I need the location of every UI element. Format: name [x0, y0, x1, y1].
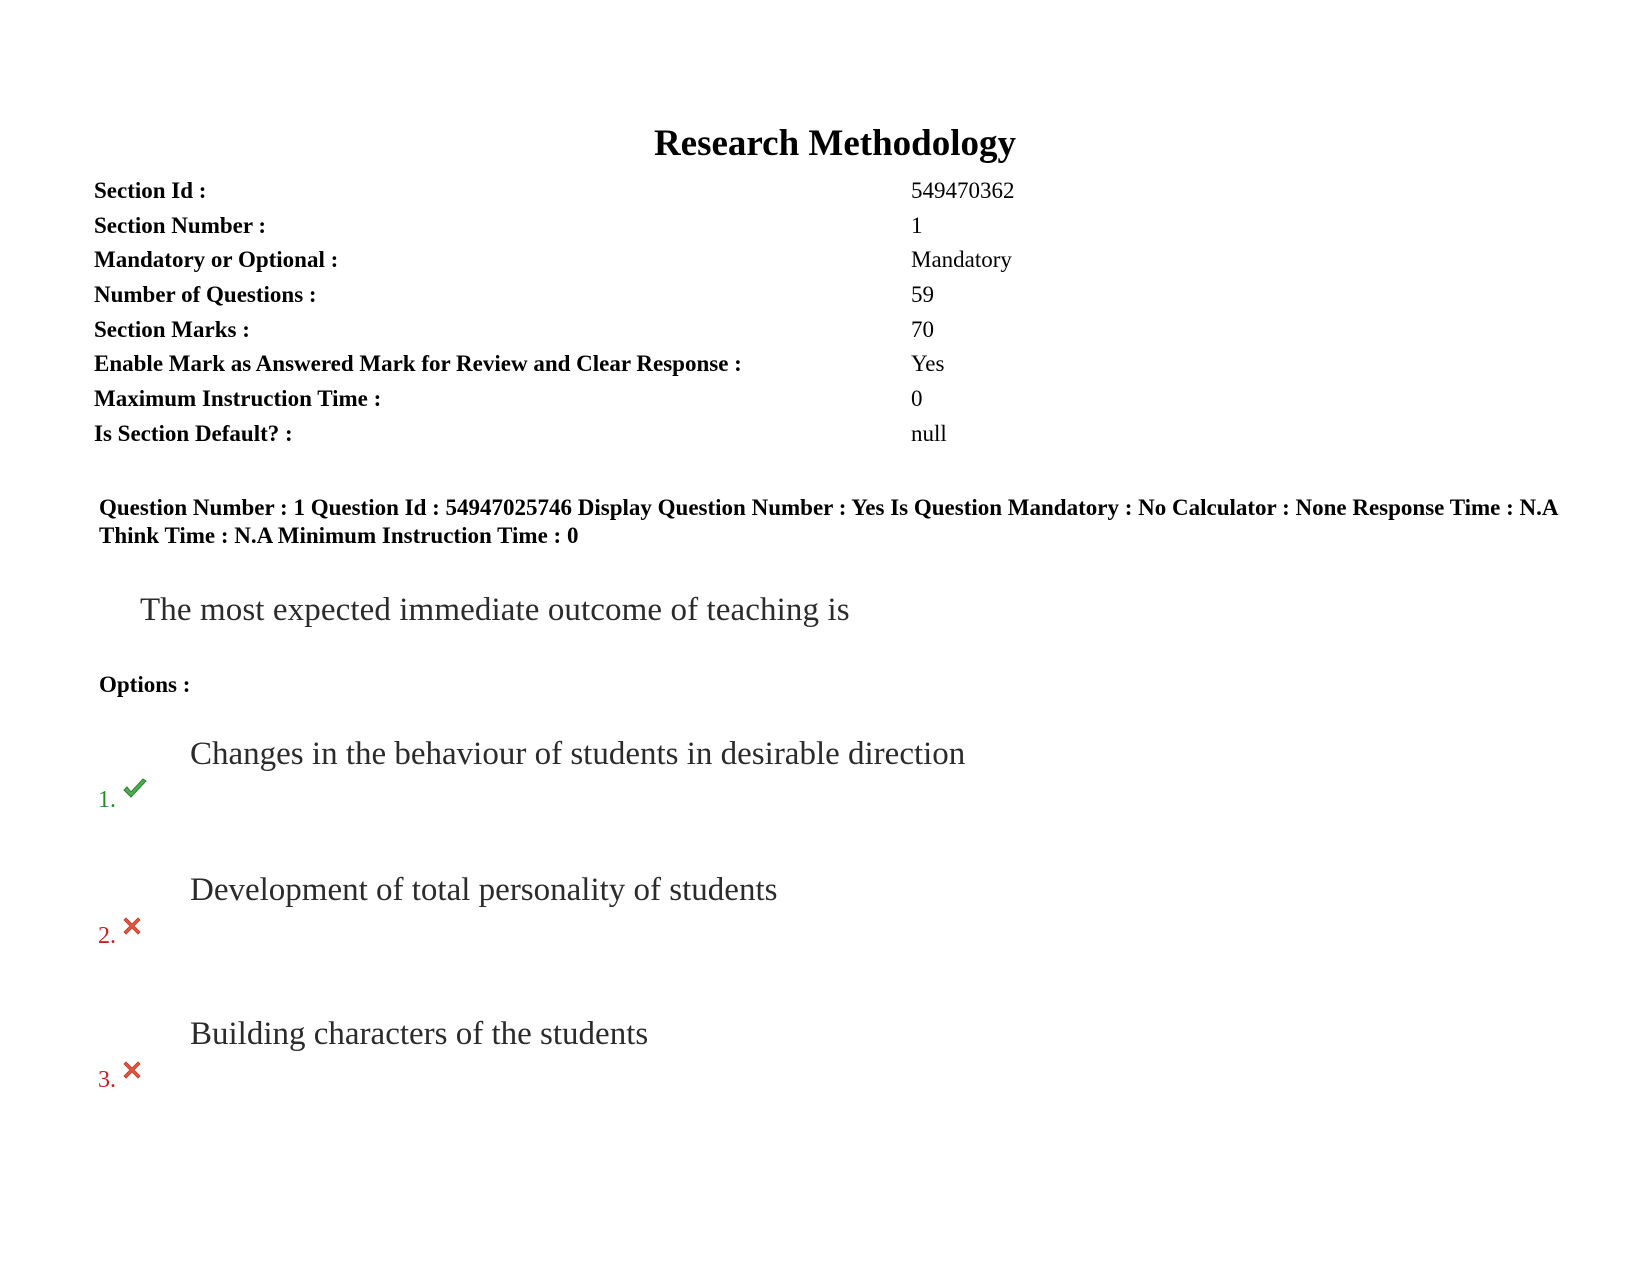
section-info-row: [94, 347, 1194, 382]
page-title: Research Methodology: [653, 123, 1017, 164]
option-text: Building characters of the students: [190, 1016, 649, 1052]
section-default-value: null: [911, 420, 947, 446]
mandatory-label: Mandatory or Optional :: [94, 247, 339, 273]
section-id-value: 549470362: [911, 178, 1015, 203]
options-label: Options :: [99, 672, 191, 697]
check-icon: [122, 778, 148, 808]
option-item: [0, 1014, 1651, 1134]
question-count-value: 59: [911, 282, 934, 308]
option-text: Changes in the behaviour of students in desirable direction: [190, 736, 966, 772]
max-instruction-time-value: 0: [911, 386, 923, 412]
section-info-row: [94, 278, 1194, 313]
section-default-label: Is Section Default? :: [94, 420, 293, 446]
option-marker: [98, 1064, 142, 1095]
section-info-row: [94, 209, 1194, 244]
mandatory-value: Mandatory: [911, 247, 1012, 273]
section-info-row: [94, 174, 1194, 209]
option-item: [0, 734, 1651, 854]
option-text: Development of total personality of students: [190, 872, 778, 908]
section-number-label: Section Number :: [94, 212, 267, 238]
option-marker: [98, 784, 148, 815]
section-info-row: [94, 313, 1194, 348]
question-text: The most expected immediate outcome of teaching is: [140, 592, 850, 628]
section-number-value: 1: [911, 212, 923, 238]
section-marks-value: 70: [911, 316, 934, 342]
section-info-row: [94, 417, 1194, 452]
option-item: [0, 870, 1651, 990]
question-count-label: Number of Questions :: [94, 282, 317, 308]
section-info-table: [94, 174, 1194, 452]
section-marks-label: Section Marks :: [94, 316, 250, 342]
section-info-row: [94, 243, 1194, 278]
enable-mark-value: Yes: [911, 351, 945, 377]
option-number: 2.: [98, 923, 116, 950]
cross-icon: [122, 1058, 142, 1088]
question-header: Question Number : 1 Question Id : 54947025746 Display Question Number : Yes Is Question Mandatory : No Calculator : None Response Time : N.A Think Time : N.A Minimum Instruction Time : 0: [99, 495, 1558, 548]
option-number: 1.: [98, 787, 116, 814]
option-number: 3.: [98, 1067, 116, 1094]
option-marker: [98, 920, 142, 951]
enable-mark-label: Enable Mark as Answered Mark for Review and Clear Response :: [94, 351, 742, 377]
max-instruction-time-label: Maximum Instruction Time :: [94, 386, 382, 412]
section-id-label: Section Id :: [94, 178, 207, 203]
section-info-row: [94, 382, 1194, 417]
cross-icon: [122, 914, 142, 944]
